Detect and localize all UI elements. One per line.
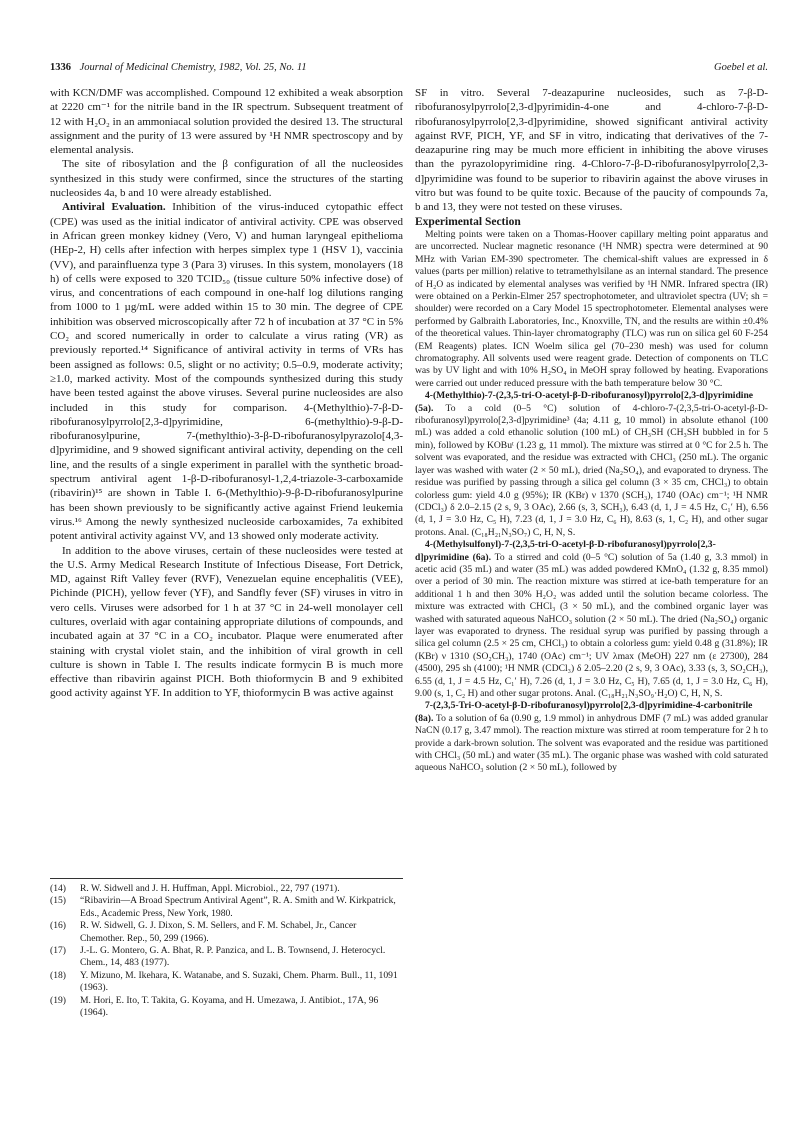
reference-text: R. W. Sidwell and J. H. Huffman, Appl. Microbiol., 22, 797 (1971). — [80, 883, 340, 894]
reference-item — [50, 895, 403, 920]
paragraph: with KCN/DMF was accomplished. Compound 12 exhibited a weak absorption at 2220 cm⁻¹ for the nitrile band in the IR spectrum. Subsequent treatment of 12 with H₂O₂ in an ammoniacal solution provided the desired 13. The structural assignment and the purity of 13 were assured by ¹H NMR spectroscopy and by elemental analysis. — [50, 87, 403, 157]
reference-text: J.-L. G. Montero, G. A. Bhat, R. P. Panzica, and L. B. Townsend, J. Heterocycl. Chem., 14, 483 (1977). — [80, 945, 386, 969]
reference-text: M. Hori, E. Ito, T. Takita, G. Koyama, and H. Umezawa, J. Antibiot., 17A, 96 (1964). — [80, 994, 379, 1019]
experimental-section — [415, 229, 768, 775]
paragraph-body: Inhibition of the virus-induced cytopathic effect (CPE) was used as the initial indicator of antiviral activity. CPE was observed in African green monkey kidney (Vero, V) and human laryngeal epithelioma (HEp-2, H) cells after infection with herpes simplex type 1 (HSV 1), vaccinia (VV), and parainfluenza type 3 (Para 3) viruses. In this system, monolayers (18 h) of cells were exposed to 320 TCID₅₀ (tissue culture 50% infective dose) of virus, and concentrations of each compound in one-half log dilutions ranging from 1000 to 1 µg/mL were added within 15 to 30 min. The degree of CPE inhibition was observed microscopically after 72 h of incubation at 37 °C in 5% CO₂ and scored numerically in order to calculate a virus rating (VR) as previously reported.¹⁴ Significance of antiviral activity in terms of VRs has been assigned as follows: 0.5, slight or no activity; 0.5–0.9, moderate activity; ≥1.0, marked activity. Most of the compounds synthesized during this study have been tested against the above viruses. Several purine nucleosides are also included in this study for comparison. 4-(Methylthio)-7-β-D-ribofuranosylpyrrolo[2,3-d]pyrimidine, 6-(methylthio)-9-β-D-ribofuranosylpurine, 7-(methylthio)-3-β-D-ribofuranosylpyrazolo[4,3-d]pyrimidine, and 9 showed significant antiviral activity, depending on the cell line, and the results of a single experiment in parallel with the synthetic broad-spectrum antiviral agent 1-β-D-ribofuranosyl-1,2,4-triazole-3-carboxamide (ribavirin)¹⁵ are shown in Table I. 6-(Methylthio)-9-β-D-ribofuranosylpurine has been shown previously to be significantly active against Friend leukemia virus.¹⁶ Among the newly synthesized nucleoside carboxamides, 7a exhibited potent antiviral activity against VV, and 13 showed only moderate activity. — [50, 201, 403, 543]
section-run-in-heading: Antiviral Evaluation. — [62, 201, 166, 214]
left-column — [50, 86, 403, 701]
paragraph — [415, 700, 768, 774]
page-number: 1336 — [50, 62, 71, 73]
reference-text: Y. Mizuno, M. Ikehara, K. Watanabe, and S. Suzaki, Chem. Pharm. Bull., 11, 1091 (1963). — [80, 969, 398, 994]
reference-text: R. W. Sidwell, G. J. Dixon, S. M. Sellers, and F. M. Schabel, Jr., Cancer Chemother. Rep., 50, 299 (1966). — [80, 920, 357, 944]
compound-heading: 4-(Methylthio)-7-(2,3,5-tri-O-acetyl-β-D-ribofuranosyl)pyrrolo[2,3-d]pyrimidine (5a). — [415, 390, 754, 414]
compound-heading: 7-(2,3,5-Tri-O-acetyl-β-D-ribofuranosyl)pyrrolo[2,3-d]pyrimidine-4-carbonitrile (8a). — [415, 700, 753, 724]
footnote-references — [50, 878, 403, 1019]
reference-item — [50, 945, 403, 970]
reference-number: (15) — [50, 895, 66, 907]
paragraph: SF in vitro. Several 7-deazapurine nucleosides, such as 7-β-D-ribofuranosylpyrrolo[2,3-d]pyrimidin-4-one and 4-chloro-7-β-D-ribofuranosylpyrrolo[2,3-d]pyrimidine, showed significant antiviral activity against RVF, PICH, YF, and SF in vitro, indicating that derivatives of the 7-deazapurine ring may be much more efficient in inhibiting the above viruses than the pyrazolopyrimidine ring. 4-Chloro-7-β-D-ribofuranosylpyrrolo[2,3-d]pyrimidine was found to be superior to ribavirin against the above viruses in vitro but was found to be quite toxic. Because of the paucity of compounds 7a, b and 13, they were not tested on these viruses. — [415, 87, 768, 214]
reference-item — [50, 970, 403, 995]
reference-number: (17) — [50, 945, 66, 957]
paragraph-body: To a cold (0–5 °C) solution of 4-chloro-7-(2,3,5-tri-O-acetyl-β-D-ribofuranosyl)pyrrolo[2,3-d]pyrimidine³ (4a; 4.11 g, 10 mmol) in absolute ethanol (100 mL) was added a cold ethanolic solution (100 mL) of CH₃SH (CH₃SH bubbled in for 5 min), followed by KOBuᵗ (1.23 g, 11 mmol). The mixture was stirred at 0 °C for 2.5 h. The solvent was evaporated, and the residue was extracted with CHCl₃ (250 mL). The organic layer was washed with water (2 × 50 mL), dried (Na₂SO₄), and evaporated to dryness. The residue was purified by passing through a silica gel column (3 × 35 cm, CHCl₃) to obtain colorless gum: yield 4.0 g (95%); IR (KBr) ν 1370 (SCH₃), 1740 (OAc) cm⁻¹; ¹H NMR (CDCl₃) δ 2.0–2.15 (2 s, 9, 3 OAc), 2.66 (s, 3, SCH₃), 6.43 (d, 1, J = 4.5 Hz, C₁′ H), 6.56 (d, 1, J = 3.0 Hz, C₅ H), 7.23 (d, 1, J = 3.0 Hz, C₆ H), 8.63 (s, 1, C₂ H), and other sugar protons. Anal. (C₁₈H₂₁N₃SO₇) C, H, N, S. — [415, 402, 768, 538]
journal-citation: Journal of Medicinal Chemistry, 1982, Vol. 25, No. 11 — [79, 62, 307, 73]
paragraph-body: To a solution of 6a (0.90 g, 1.9 mmol) in anhydrous DMF (7 mL) was added granular NaCN (0.17 g, 3.47 mmol). The reaction mixture was stirred at room temperature for 2 h to provide a dark-brown solution. The solvent was evaporated and the residue was partitioned with CHCl₃ (50 mL) and water (35 mL). The organic phase was washed with cold saturated aqueous NaHCO₃ solution (2 × 50 mL), followed by — [415, 712, 768, 774]
reference-number: (14) — [50, 883, 66, 894]
page-header — [50, 62, 768, 78]
section-heading: Experimental Section — [415, 215, 521, 228]
paragraph: The site of ribosylation and the β configuration of all the nucleosides synthesized in this study were confirmed, since the structures of the starting nucleosides 4a, b and 10 were already established. — [50, 158, 403, 200]
compound-heading: 4-(Methylsulfonyl)-7-(2,3,5-tri-O-acetyl-β-D-ribofuranosyl)pyrrolo[2,3-d]pyrimidine (6a). — [415, 539, 716, 563]
reference-item — [50, 920, 403, 945]
reference-item — [50, 883, 403, 895]
reference-item — [50, 995, 403, 1020]
running-author: Goebel et al. — [714, 62, 768, 73]
reference-number: (16) — [50, 920, 66, 932]
paragraph: In addition to the above viruses, certain of these nucleosides were tested at the U.S. Army Medical Research Institute of Infectious Disease, Fort Detrick, MD, against Rift Valley fever (RVF), Venezuelan equine encephalitis (VEE), Pichinde (PICH), yellow fever (YF), and Sandfly fever (SF) viruses in vitro in vero cells. Viruses were adsorbed for 1 h at 37 °C in 24-well monolayer cell cultures, overlaid with agar containing appropriate dilutions of compounds, and incubated again at 37 °C in a CO₂ incubator. Plaque were enumerated after staining with crystal violet stain, and the inhibition of viral growth in cell culture is shown in Table I. The results indicate formycin B is much more effective than ribavirin against PICH. Both thioformycin B and 9 exhibited good activity against YF. In addition to YF, thioformycin B was active against — [50, 544, 403, 700]
paragraph-body: To a stirred and cold (0–5 °C) solution of 5a (1.40 g, 3.3 mmol) in acetic acid (35 mL) and water (35 mL) was added powdered KMnO₄ (1.32 g, 8.35 mmol) over a period of 30 min. The reaction mixture was stirred at ice-bath temperature for an additional 1 h and then 30% H₂O₂ was added until the solution became colorless. The mixture was extracted with CHCl₃ (3 × 50 mL), and the combined organic layer was washed with saturated aqueous NaHCO₃ solution (2 × 50 mL). The dried (Na₂SO₄) organic layer was evaporated to dryness. The residual syrup was purified by passing through a silica gel column (2.5 × 25 cm, CHCl₃) to obtain a colorless gum: yield 0.48 g (31.8%); IR (KBr) ν 1310 (SO₂CH₃), 1740 (OAc) cm⁻¹; UV λmax (MeOH) 227 nm (ε 27300), 284 (4500), 295 sh (4100); ¹H NMR (CDCl₃) δ 2.05–2.20 (2 s, 9, 3 OAc), 3.33 (s, 3, SO₂CH₃), 6.55 (d, 1, J = 4.5 Hz, C₁′ H), 7.26 (d, 1, J = 3.0 Hz, C₅ H), 7.65 (d, 1, J = 3.0 Hz, C₆ H), 9.00 (s, 1, C₂ H) and other sugar protons. Anal. (C₁₈H₂₁N₃SO₉·H₂O) C, H, N, S. — [415, 551, 768, 699]
reference-text: “Ribavirin—A Broad Spectrum Antiviral Agent”, R. A. Smith and W. Kirkpatrick, Eds., Academic Press, New York, 1980. — [80, 895, 396, 919]
paragraph — [415, 539, 768, 700]
paragraph: Melting points were taken on a Thomas-Hoover capillary melting point apparatus and are uncorrected. Nuclear magnetic resonance (¹H NMR) spectra were determined at 90 MHz with Varian EM-390 spectrometer. The chemical-shift values are expressed in δ values (parts per million) relative to tetramethylsilane as an internal standard. The presence of H₂O as indicated by elemental analyses was verified by ¹H NMR. Infrared spectra (IR) were obtained on a Perkin-Elmer 257 spectrophotometer, and ultraviolet spectra (UV; sh = shoulder) were recorded on a Cary Model 15 spectrophotometer. Elemental analyses were performed by Galbraith Laboratories, Inc., Knoxville, TN, and the results are within ±0.4% of the theoretical values. Thin-layer chromatography (TLC) was run on silica gel 60 F-254 (EM Reagents) plates. ICN Woelm silica gel (70–230 mesh) was used for column chromatography. All solvents used were reagent grade. Detection of components on TLC was by UV light and with 10% H₂SO₄ in MeOH spray followed by heating. Evaporations were carried out under reduced pressure with the bath temperature below 30 °C. — [415, 228, 768, 389]
reference-number: (19) — [50, 994, 66, 1006]
paragraph — [50, 200, 403, 543]
right-column — [415, 86, 768, 775]
paragraph — [415, 390, 768, 539]
reference-number: (18) — [50, 969, 66, 981]
